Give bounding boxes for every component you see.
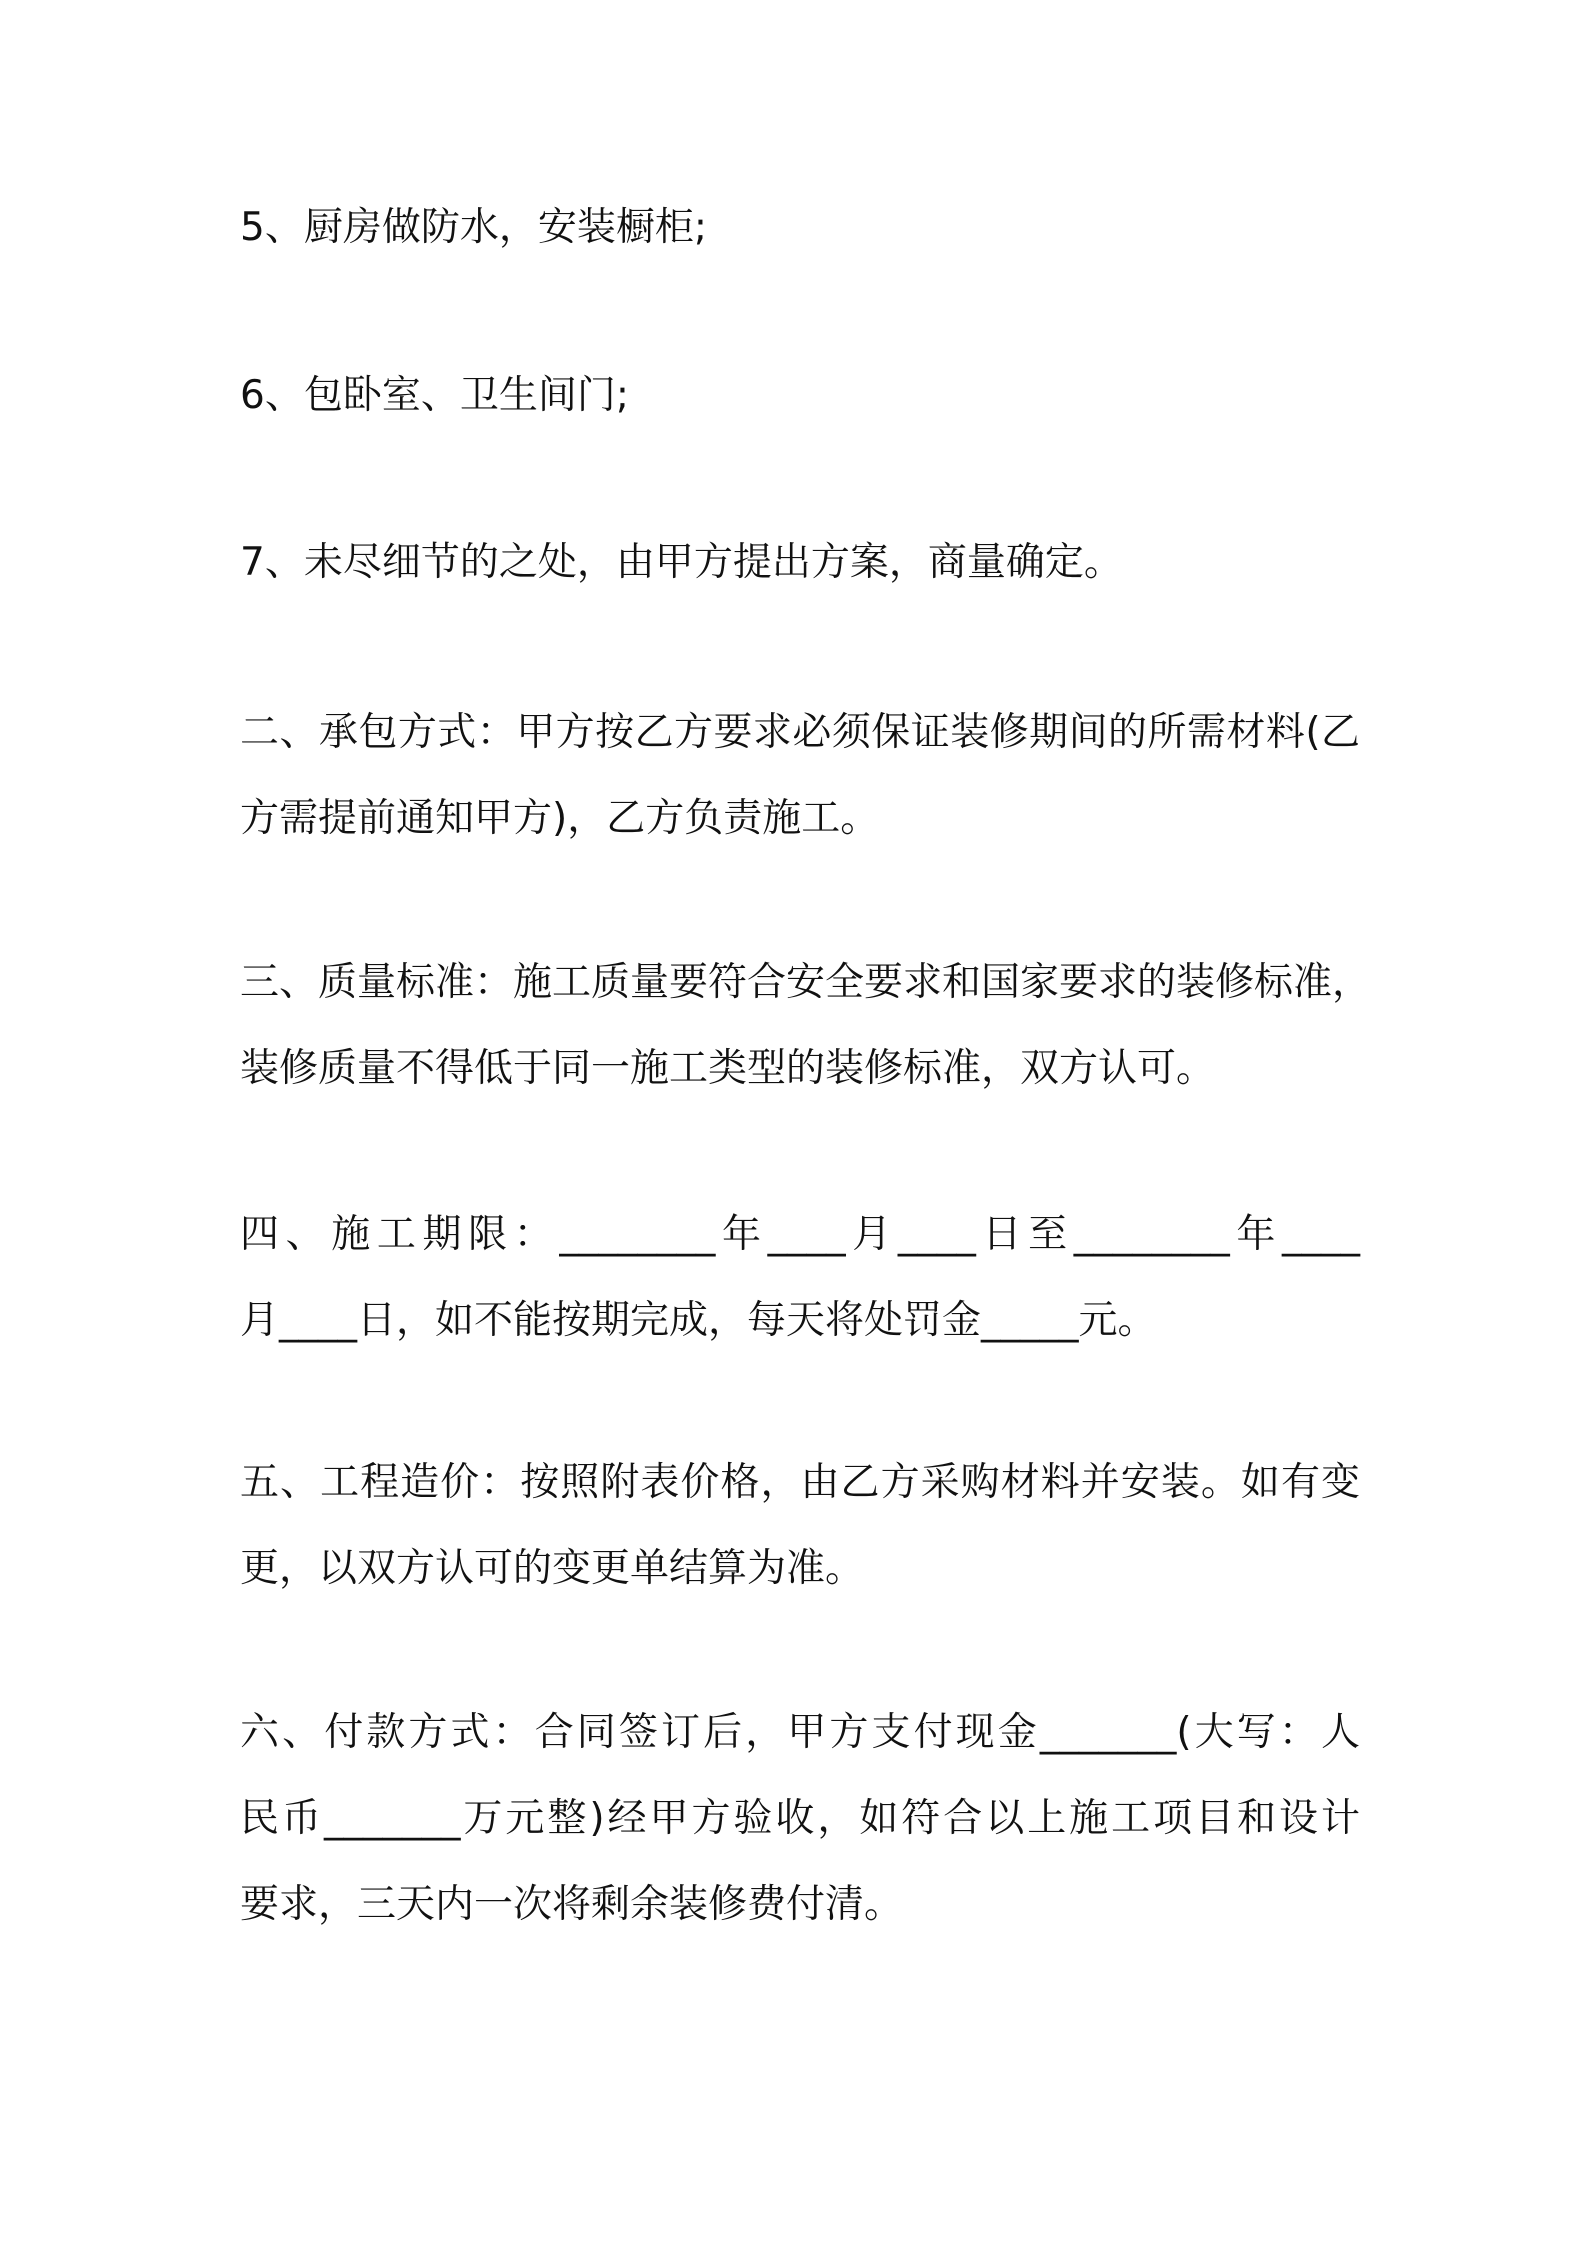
item-6-line-1: 6、包卧室、卫生间门;	[240, 373, 629, 418]
section-contract-method	[240, 690, 1360, 862]
section-contract-method-line-1: 二、承包方式：甲方按乙方要求必须保证装修期间的所需材料(乙	[240, 710, 1360, 755]
section-project-cost-line-1: 五、工程造价：按照附表价格，由乙方采购材料并安装。如有变	[240, 1460, 1360, 1505]
section-payment-method-line-3: 要求，三天内一次将剩余装修费付清。	[240, 1882, 904, 1927]
item-7-line-1: 7、未尽细节的之处，由甲方提出方案，商量确定。	[240, 540, 1123, 585]
section-payment-method-line-1: 六、付款方式：合同签订后，甲方支付现金_______(大写：人	[240, 1710, 1360, 1755]
section-contract-method-line-2: 方需提前通知甲方)，乙方负责施工。	[240, 796, 880, 841]
section-payment-method-line-2: 民币_______万元整)经甲方验收，如符合以上施工项目和设计	[240, 1796, 1360, 1841]
item-5-line-1: 5、厨房做防水，安装橱柜;	[240, 205, 707, 250]
section-payment-method	[240, 1690, 1360, 1948]
section-construction-period	[240, 1192, 1360, 1364]
section-quality-standard-line-1: 三、质量标准：施工质量要符合安全要求和国家要求的装修标准，	[240, 960, 1372, 1005]
item-7	[240, 520, 1360, 606]
item-6	[240, 353, 1360, 439]
item-5	[240, 185, 1360, 271]
section-construction-period-line-2: 月____日，如不能按期完成，每天将处罚金_____元。	[240, 1298, 1157, 1343]
section-quality-standard	[240, 940, 1372, 1112]
section-project-cost	[240, 1440, 1360, 1612]
section-project-cost-line-2: 更，以双方认可的变更单结算为准。	[240, 1546, 865, 1591]
section-construction-period-line-1: 四、施工期限：________年____月____日至________年____	[240, 1212, 1360, 1257]
section-quality-standard-line-2: 装修质量不得低于同一施工类型的装修标准，双方认可。	[240, 1046, 1216, 1091]
